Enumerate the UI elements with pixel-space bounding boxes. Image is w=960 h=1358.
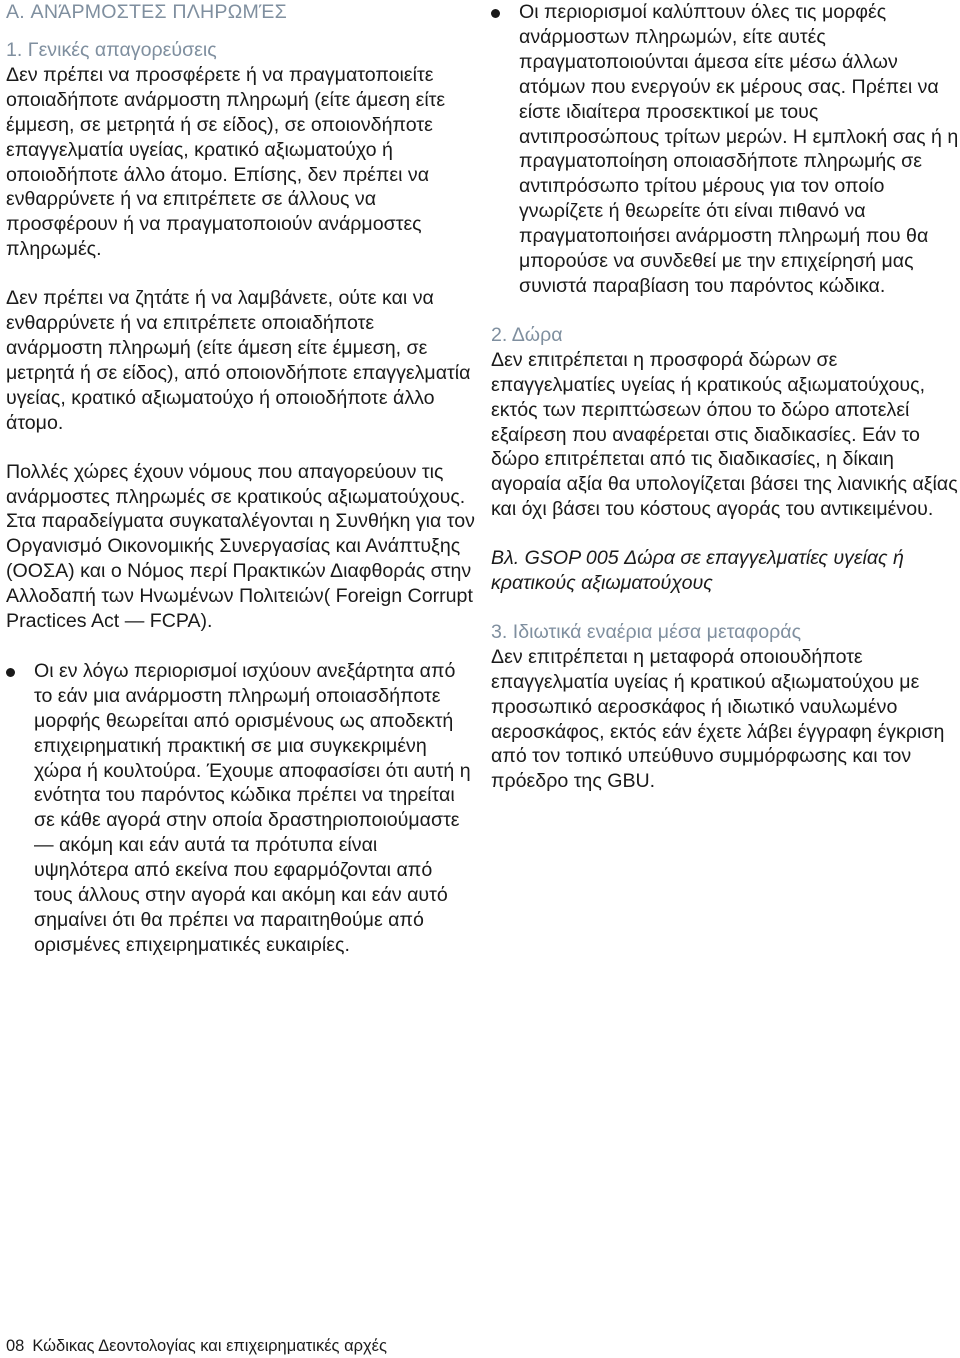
bullet-icon <box>491 9 500 18</box>
paragraph-improper-payments-offer: Δεν πρέπει να προσφέρετε ή να πραγματοποιείτε οποιαδήποτε ανάρμοστη πληρωμή (είτε άμεση είτε έμμεση, σε μετρητά ή σε είδος), σε οποιονδήποτε επαγγελματία υγείας, κρατικό αξιωματούχο ή οποιοδήποτε άλλο άτομο. Επίσης, δεν πρέπει να ενθαρρύνετε ή να επιτρέπετε σε άλλους να προσφέρουν ή να πραγματοποιούν ανάρμοστες πληρωμές. <box>6 63 446 261</box>
paragraph-private-air-transport: Δεν επιτρέπεται η μεταφορά οποιουδήποτε επαγγελματία υγείας ή κρατικού αξιωματούχου με προσωπικό αεροσκάφος ή ιδιωτικό ναυλωμένο αεροσκάφος, εκτός εάν έχετε λάβει έγγραφη έγκριση από τον τοπικό υπεύθυνο συμμόρφωσης και τον πρόεδρο της GBU. <box>491 645 945 793</box>
bullet-icon <box>6 668 15 677</box>
right-column <box>491 0 960 794</box>
footer-title: Κώδικας Δεοντολογίας και επιχειρηματικές αρχές <box>32 1337 387 1355</box>
subsection-title-private-air-transport: 3. Ιδιωτικά εναέρια μέσα μεταφοράς <box>491 620 802 643</box>
section-title: A. ΑΝΆΡΜΟΣΤΕΣ ΠΛΗΡΩΜΈΣ <box>6 1 287 23</box>
list-item <box>491 0 960 299</box>
bullet-list-right <box>491 0 960 299</box>
list-item <box>6 659 476 958</box>
subsection-title-gifts: 2. Δώρα <box>491 323 563 346</box>
left-column <box>6 0 476 958</box>
paragraph-laws-examples: Πολλές χώρες έχουν νόμους που απαγορεύουν τις ανάρμοστες πληρωμές σε κρατικούς αξιωματούχους. Στα παραδείγματα συγκαταλέγονται η Συνθήκη για τον Οργανισμό Οικονομικής Συνεργασίας και Ανάπτυξης (ΟΟΣΑ) και ο Νόμος περί Πρακτικών Διαφθοράς στην Αλλοδαπή των Ηνωμένων Πολιτειών( Foreign Corrupt Practices Act — FCPA). <box>6 460 475 633</box>
reference-gsop-005: Βλ. GSOP 005 Δώρα σε επαγγελματίες υγείας ή κρατικούς αξιωματούχους <box>491 547 904 595</box>
bullet-text: Οι περιορισμοί καλύπτουν όλες τις μορφές ανάρμοστων πληρωμών, είτε αυτές πραγματοποιούνται άμεσα είτε μέσω άλλων ατόμων που ενεργούν εκ μέρους σας. Πρέπει να είστε ιδιαίτερα προσεκτικοί με τους αντιπροσώπους τρίτων μερών. Η εμπλοκή σας ή η πραγματοποίηση οποιασδήποτε πληρωμής σε αντιπρόσωπο τρίτου μέρους για τον οποίο γνωρίζετε ή θεωρείτε ότι είναι πιθανό να πραγματοποιήσει ανάρμοστη πληρωμή που θα μπορούσε να συνδεθεί με την επιχείρησή μας συνιστά παραβίαση του παρόντος κώδικα. <box>519 1 959 297</box>
paragraph-gifts: Δεν επιτρέπεται η προσφορά δώρων σε επαγγελματίες υγείας ή κρατικούς αξιωματούχους, εκτός των περιπτώσεων όπου το δώρο αποτελεί εξαίρεση που αναφέρεται στις διαδικασίες. Εάν το δώρο επιτρέπεται από τις διαδικασίες, η δίκαιη αγοραία αξία θα υπολογίζεται βάσει της λιανικής αξίας και όχι βάσει του κόστους αγοράς του αντικειμένου. <box>491 348 958 521</box>
page-footer <box>6 1336 387 1356</box>
paragraph-improper-payments-request: Δεν πρέπει να ζητάτε ή να λαμβάνετε, ούτε και να ενθαρρύνετε ή να επιτρέπετε οποιαδήποτε ανάρμοστη πληρωμή (είτε άμεση είτε έμμεση, σε μετρητά ή σε είδος), από οποιονδήποτε επαγγελματία υγείας, κρατικό αξιωματούχο ή οποιοδήποτε άλλο άτομο. <box>6 287 471 434</box>
bullet-text: Οι εν λόγω περιορισμοί ισχύουν ανεξάρτητα από το εάν μια ανάρμοστη πληρωμή οποιασδήποτε μορφής θεωρείται από ορισμένους ως αποδεκτή επιχειρηματική πρακτική σε μια συγκεκριμένη χώρα ή κουλτούρα. Έχουμε αποφασίσει ότι αυτή η ενότητα του παρόντος κώδικα πρέπει να τηρείται σε κάθε αγορά στην οποία δραστηριοποιούμαστε — ακόμη και εάν αυτά τα πρότυπα είναι υψηλότερα από εκείνα που εφαρμόζονται από τους άλλους στην αγορά και ακόμη και εάν αυτό σημαίνει ότι θα πρέπει να παραιτηθούμε από ορισμένες επιχειρηματικές ευκαιρίες. <box>34 659 471 956</box>
page-number: 08 <box>6 1337 25 1355</box>
subsection-title-general-prohibitions: 1. Γενικές απαγορεύσεις <box>6 39 217 61</box>
bullet-list-left <box>6 659 476 958</box>
